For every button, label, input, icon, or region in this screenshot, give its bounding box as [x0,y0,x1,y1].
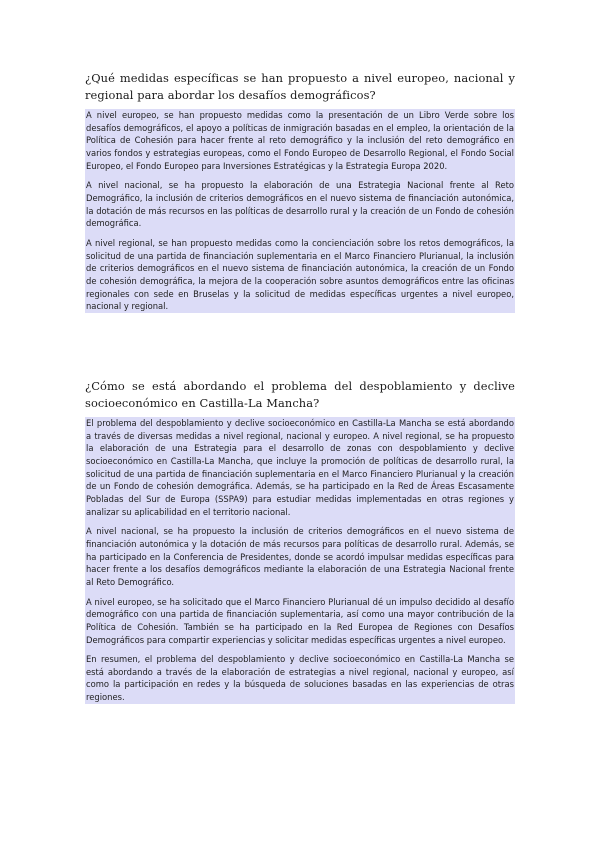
answer-paragraph: A nivel europeo, se ha solicitado que el Marco Financiero Plurianual dé un impulso decidido al desafío demográfico con una partida de financiación suplementaria, así como una mayor contribución de la Política de Cohesión. También se ha participado en la Red Europea de Regiones con Desafíos Demográficos para compartir experiencias y solicitar medidas específicas urgentes a nivel europeo. [86,596,514,645]
answer-block-1 [85,109,515,313]
answer-paragraph: A nivel regional, se han propuesto medidas como la concienciación sobre los retos demográficos, la solicitud de una partida de financiación suplementaria en el Marco Financiero Plurianual, la inclusión de criterios demográficos en el nuevo sistema de financiación autonómica, la creación de un Fondo de cohesión demográfica, la mejora de la cooperación sobre asuntos demográficos entre las oficinas regionales con sede en Bruselas y la solicitud de medidas específicas urgentes a nivel europeo, nacional y regional. [86,237,514,312]
answer-paragraph: En resumen, el problema del despoblamiento y declive socioeconómico en Castilla-La Mancha se está abordando a través de la elaboración de estrategias a nivel regional, nacional y europeo, así como la participación en redes y la búsqueda de soluciones basadas en las experiencias de otras regiones. [86,654,514,703]
answer-paragraph: A nivel nacional, se ha propuesto la elaboración de una Estrategia Nacional frente al Reto Demográfico, la inclusión de criterios demográficos en el nuevo sistema de financiación autonómica, la dotación de más recursos en las políticas de desarrollo rural y la creación de un Fondo de cohesión demográfica. [86,180,514,229]
answer-block-2 [85,417,515,704]
question-heading-2: ¿Cómo se está abordando el problema del despoblamiento y declive socioeconómico en Castilla-La Mancha? [85,379,515,410]
answer-paragraph: El problema del despoblamiento y declive socioeconómico en Castilla-La Mancha se está abordando a través de diversas medidas a nivel regional, nacional y europeo. A nivel regional, se ha propuesto la elaboración de una Estrategia para el desarrollo de zonas con despoblamiento y declive socioeconómico en Castilla-La Mancha, que incluye la promoción de políticas de desarrollo rural, la solicitud de una partida de financiación suplementaria en el Marco Financiero Plurianual y la creación de un Fondo de cohesión demográfica. Además, se ha participado en la Red de Áreas Escasamente Pobladas del Sur de Europa (SSPA9) para estudiar medidas implementadas en otras regiones y analizar su aplicabilidad en el territorio nacional. [86,418,514,517]
answer-paragraph: A nivel europeo, se han propuesto medidas como la presentación de un Libro Verde sobre los desafíos demográficos, el apoyo a políticas de inmigración basadas en el empleo, la orientación de la Política de Cohesión para hacer frente al reto demográfico y la inclusión del reto demográfico en varios fondos y estrategias europeas, como el Fondo Europeo de Desarrollo Regional, el Fondo Social Europeo, el Fondo Europeo para Inversiones Estratégicas y la Estrategia Europa 2020. [86,110,514,171]
question-heading-1: ¿Qué medidas específicas se han propuesto a nivel europeo, nacional y regional para abordar los desafíos demográficos? [85,71,515,102]
answer-paragraph: A nivel nacional, se ha propuesto la inclusión de criterios demográficos en el nuevo sistema de financiación autonómica y la dotación de más recursos para políticas de desarrollo rural. Además, se ha participado en la Conferencia de Presidentes, donde se acordó impulsar medidas específicas para hacer frente a los desafíos demográficos mediante la elaboración de una Estrategia Nacional frente al Reto Demográfico. [86,526,514,587]
